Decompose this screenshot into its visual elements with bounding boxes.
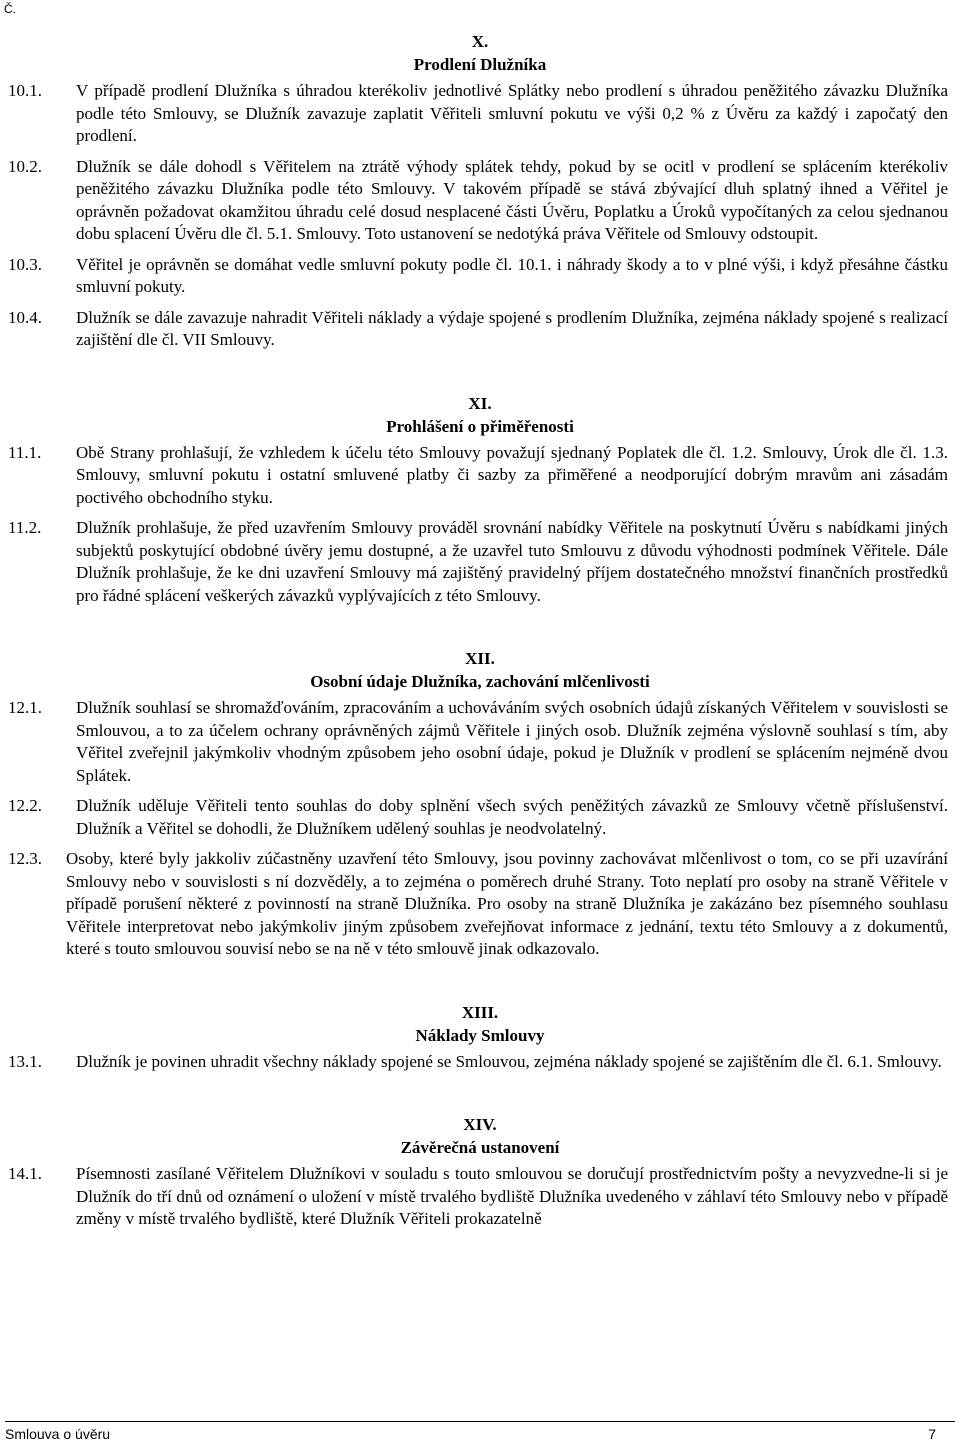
clause-10-4 — [0, 307, 960, 352]
clause-number: 11.1. — [8, 442, 42, 462]
section-number: XIV. — [463, 1115, 497, 1134]
section-number: XI. — [468, 393, 492, 413]
section-title: Osobní údaje Dlužníka, zachování mlčenlivosti — [310, 672, 650, 691]
clause-number: 10.3. — [8, 254, 42, 274]
clause-text: Dlužník je povinen uhradit všechny náklady spojené se Smlouvou, zejména náklady spojené se zajištěním dle čl. 6.1. Smlouvy. — [76, 1051, 942, 1071]
section-number: X. — [471, 32, 489, 51]
section-xiii — [0, 1001, 960, 1074]
clause-10-3 — [0, 254, 960, 299]
document-body — [0, 30, 960, 1239]
clause-text: Osoby, které byly jakkoliv zúčastněny uzavření této Smlouvy, jsou povinny zachovávat mlčenlivost o tom, co se při uzavírání Smlouvy nebo v souvislosti s ní dozvěděly, a to zejména o poměrech druhé Strany. Toto neplatí pro osoby na straně Věřitele v případě porušení některé z povinností na straně Dlužníka. Pro osoby na straně Dlužníka je zakázáno bez písemného souhlasu Věřitele interpretovat nebo jakýmkoliv jiným způsobem zveřejňovat informace z jednání, textu této Smlouvy a z dokumentů, které s touto smlouvou souvisí nebo se na ně v této smlouvě jinak odkazovalo. — [66, 849, 948, 958]
clause-text: Dlužník uděluje Věřiteli tento souhlas do doby splnění všech svých peněžitých závazků ze Smlouvy včetně příslušenství. Dlužník a Věřitel se dohodli, že Dlužníkem udělený souhlas je neodvolatelný. — [76, 796, 948, 838]
clause-text: Věřitel je oprávněn se domáhat vedle smluvní pokuty podle čl. 10.1. i náhrady škody a to v plné výši, i když přesáhne částku smluvní pokuty. — [76, 254, 948, 296]
clause-text: Dlužník souhlasí se shromažďováním, zpracováním a uchováváním svých osobních údajů získaných Věřitelem v souvislosti se Smlouvou, a to za účelem ochrany oprávněných zájmů Věřitele i jiných osob. Dlužník zejména výslovně souhlasí s tím, aby Věřitel zveřejnil jakýmkoliv vhodným způsobem jeho osobní údaje, pokud je Dlužník v prodlení se splácením nejméně dvou Splátek. — [76, 698, 948, 785]
clause-12-1 — [0, 697, 960, 787]
footer-document-name: Smlouva o úvěru — [5, 1426, 111, 1442]
section-title: Prodlení Dlužníka — [413, 55, 547, 74]
clause-text: Dlužník se dále zavazuje nahradit Věřiteli náklady a výdaje spojené s prodlením Dlužníka, zejména náklady spojené s realizací zajištění dle čl. VII Smlouvy. — [76, 307, 948, 349]
clause-number: 13.1. — [8, 1051, 42, 1071]
section-xii — [0, 647, 960, 961]
section-number: XII. — [465, 649, 495, 668]
clause-text: Dlužník se dále dohodl s Věřitelem na ztrátě výhody splátek tehdy, pokud by se ocitl v prodlení se splácením kterékoliv peněžitého závazku Dlužníka podle této Smlouvy. V takovém případě se stává zbývající dluh splatný ihned a Věřitel je oprávněn požadovat okamžitou úhradu celé dosud nesplacené části Úvěru, Poplatku a Úroků vypočítaných za celou sjednanou dobu splacení Úvěru dle čl. 5.1. Smlouvy. Toto ustanovení se nedotýká práva Věřitele od Smlouvy odstoupit. — [76, 156, 948, 243]
clause-12-3 — [0, 848, 960, 961]
section-title: Prohlášení o přiměřenosti — [386, 416, 574, 436]
clause-11-1 — [0, 442, 960, 510]
clause-text: Obě Strany prohlašují, že vzhledem k účelu této Smlouvy považují sjednaný Poplatek dle čl. 1.2. Smlouvy, Úrok dle čl. 1.3. Smlouvy, smluvní pokutu i ostatní smluvené platby či sazby za přiměřené a neodporující dobrým mravům ani zásadám poctivého obchodního styku. — [76, 442, 948, 507]
clause-text: Písemnosti zasílané Věřitelem Dlužníkovi v souladu s touto smlouvou se doručují prostřednictvím pošty a nevyzvedne-li si je Dlužník do tří dnů od oznámení o uložení v místě trvalého bydliště Dlužníka uvedeného v záhlaví této Smlouvy nebo v případě změny v místě trvalého bydliště, které Dlužník Věřiteli prokazatelně — [76, 1164, 948, 1228]
clause-14-1 — [0, 1163, 960, 1231]
clause-number: 10.4. — [8, 307, 42, 327]
clause-number: 10.1. — [8, 81, 42, 100]
clause-10-2 — [0, 156, 960, 246]
section-title: Náklady Smlouvy — [415, 1025, 545, 1045]
footer-divider — [5, 1421, 955, 1422]
footer-page-number: 7 — [928, 1426, 936, 1442]
section-x — [0, 30, 960, 352]
clause-11-2 — [0, 517, 960, 607]
section-xi — [0, 392, 960, 608]
section-title: Závěrečná ustanovení — [400, 1138, 560, 1157]
clause-number: 12.2. — [8, 796, 42, 815]
clause-12-2 — [0, 795, 960, 840]
clause-number: 10.2. — [8, 156, 42, 176]
clause-10-1 — [0, 80, 960, 148]
clause-text: V případě prodlení Dlužníka s úhradou kterékoliv jednotlivé Splátky nebo prodlení s úhradou peněžitého závazku Dlužníka podle této Smlouvy, se Dlužník zavazuje zaplatit Věřiteli smluvní pokutu ve výši 0,2 % z Úvěru za každý i započatý den prodlení. — [76, 81, 948, 145]
top-mark: Č. — [4, 2, 16, 16]
clause-13-1 — [0, 1051, 960, 1074]
clause-number: 14.1. — [8, 1164, 42, 1183]
clause-number: 11.2. — [8, 518, 42, 537]
section-number: XIII. — [461, 1002, 499, 1022]
clause-text: Dlužník prohlašuje, že před uzavřením Smlouvy prováděl srovnání nabídky Věřitele na poskytnutí Úvěru s nabídkami jiných subjektů poskytující obdobné úvěry jemu dostupné, a že uzavřel tuto Smlouvu z důvodu výhodnosti podmínek Věřitele. Dále Dlužník prohlašuje, že ke dni uzavření Smlouvy má zajištěný pravidelný příjem dostatečného množství finančních prostředků pro řádné splácení veškerých závazků vyplývajících z této Smlouvy. — [76, 518, 948, 605]
section-xiv — [0, 1113, 960, 1231]
clause-number: 12.1. — [8, 698, 42, 717]
clause-number: 12.3. — [8, 849, 42, 868]
